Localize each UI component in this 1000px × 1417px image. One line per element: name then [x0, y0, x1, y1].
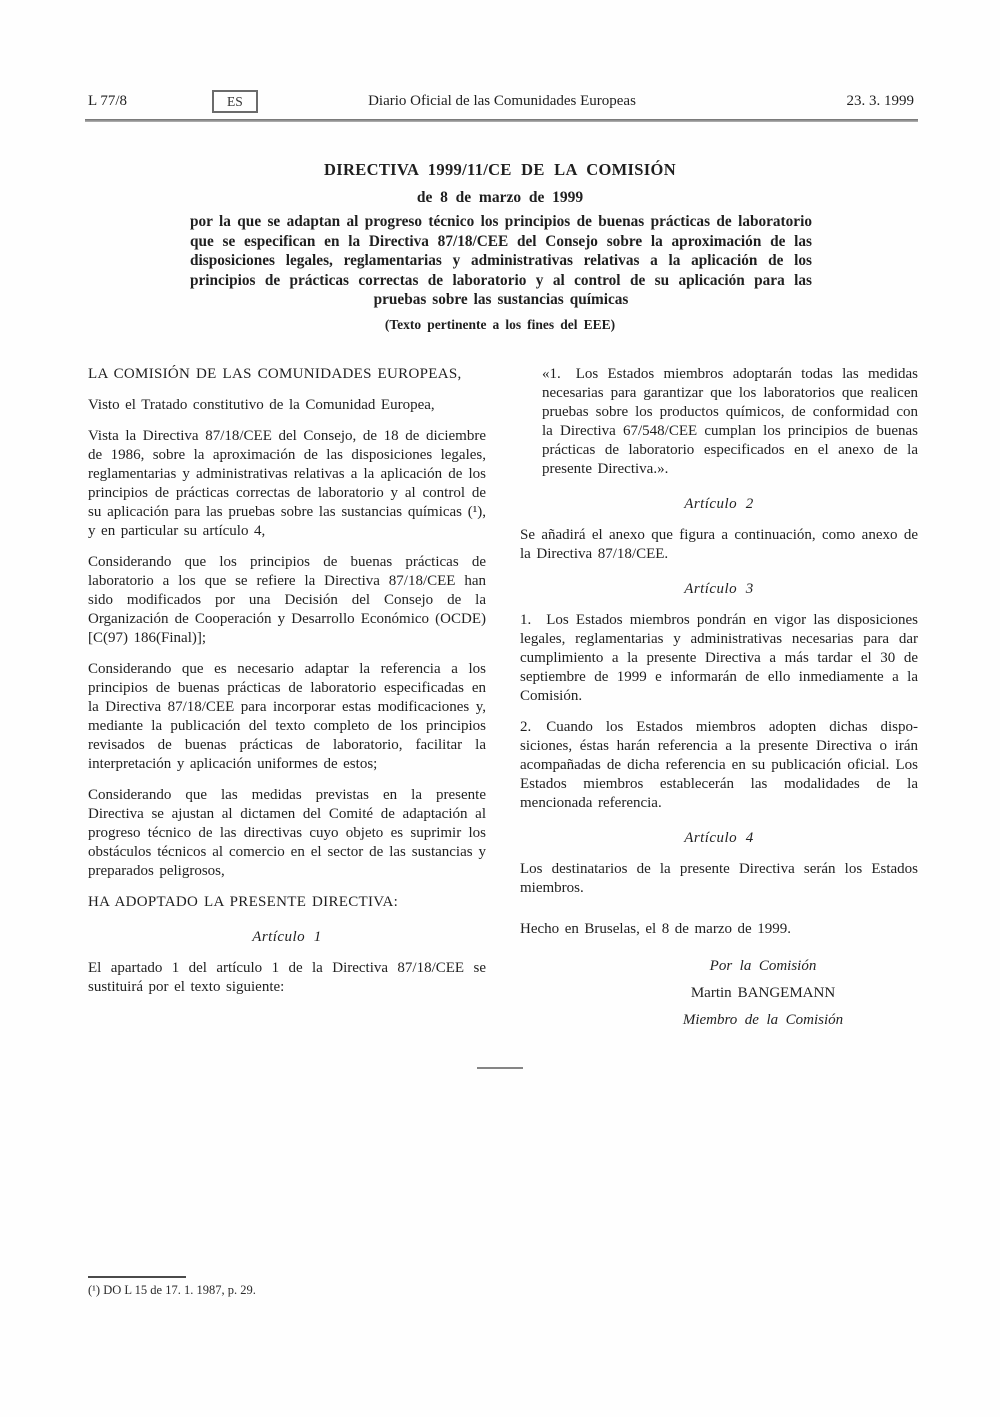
eea-relevance-note: (Texto pertinente a los fines del EEE): [384, 317, 616, 332]
place-date-line: Hecho en Bruselas, el 8 de marzo de 1999.: [520, 921, 791, 937]
signature-block: [613, 957, 913, 1030]
article-2-heading: Artículo 2: [684, 496, 754, 512]
recital-2: Considerando que es necesario adaptar la referencia a los principios de buenas prácticas de laboratorio especificadas en la Directiva 87/18/CEE para incorporar estas modificaciones y, mediante la publicación del texto completo de los principios revisados de buenas prácticas de laboratorio, facilitar la interpretación y aplicación uniformes de estos;: [88, 661, 486, 772]
directive-date: de 8 de marzo de 1999: [416, 189, 584, 206]
signature-role: Miembro de la Comisión: [682, 1012, 844, 1028]
directive-subtitle: por la que se adaptan al progreso técnico los principios de buenas prácticas de laboratorio que se especifican en la Directiva 87/18/CEE del Consejo sobre la aproximación de las disposiciones legales, reglamentarias y administrativas relativas a la aplicación de los principios de prácticas correctas de laboratorio y al control de su aplicación para las pruebas sobre las sustancias químicas: [190, 213, 812, 308]
article-2-text: Se añadirá el anexo que figura a continuación, como anexo de la Directiva 87/18/CEE.: [520, 527, 918, 562]
recital-3: Considerando que las medidas previstas en la presente Directiva se ajustan al dictamen del Comité de adaptación al progreso técnico de las directivas cuyo objeto es suprimir los obstáculos técnicos al comercio en el sector de las sustancias y preparados peligrosos,: [88, 787, 486, 879]
directive-title: DIRECTIVA 1999/11/CE DE LA COMISIÓN: [324, 160, 676, 179]
article-1-text: El apartado 1 del artículo 1 de la Directiva 87/18/CEE se sustituirá por el texto siguiente:: [88, 960, 486, 995]
journal-title: Diario Oficial de las Comunidades Europeas: [368, 93, 636, 109]
language-badge: ES: [212, 90, 258, 113]
page-reference: L 77/8: [88, 93, 128, 109]
article-3-paragraph-1: 1. Los Estados miembros pondrán en vigor las disposiciones legales, reglamentarias y administrativas necesarias para dar cumplimiento a la presente Directiva a más tardar el 30 de septiembre de 1999 e informarán de ello inmediamente a la Comisión.: [520, 612, 918, 704]
signature-on-behalf: Por la Comisión: [709, 958, 817, 974]
footnote-rule: [88, 1276, 186, 1278]
header-date: 23. 3. 1999: [846, 93, 914, 109]
citation-treaty: Visto el Tratado constitutivo de la Comunidad Europea,: [88, 397, 435, 413]
recital-1: Considerando que los principios de buenas prácticas de laboratorio a los que se refiere la Directiva 87/18/CEE han sido modificados por una Decisión del Consejo de la Organización de Cooperación y Desarrollo Económico (OCDE) [C(97) 186(Final)];: [88, 554, 486, 646]
document-body: [88, 365, 918, 1038]
article-3-paragraph-2: 2. Cuando los Estados miembros adopten dichas disposiciones, éstas harán referencia a la presente Directiva o irán acompañadas de dicha referencia en su publicación oficial. Los Estados miembros establecerán las modalidades de la mencionada referencia.: [520, 719, 918, 811]
page-header: [88, 90, 916, 116]
article-4-text: Los destinatarios de la presente Directiva serán los Estados miembros.: [520, 861, 918, 896]
left-column: [88, 365, 486, 1038]
article-1-heading: Artículo 1: [252, 929, 322, 945]
quoted-provision: «1. Los Estados miembros adoptarán todas las medidas necesarias para garantizar que los laboratorios que realicen pruebas sobre los productos químicos, de conformidad con la Directiva 67/548/CEE cumplan los principios de buenas prácticas de laboratorio especificados en el anexo de la presente Directiva.».: [542, 366, 918, 477]
preamble-opening: LA COMISIÓN DE LAS COMUNIDADES EUROPEAS,: [88, 366, 462, 382]
article-3-heading: Artículo 3: [684, 581, 754, 597]
article-4-heading: Artículo 4: [684, 830, 754, 846]
footnote-text: (¹) DO L 15 de 17. 1. 1987, p. 29.: [88, 1283, 256, 1297]
title-block: [0, 160, 1000, 207]
right-column: [520, 365, 918, 1038]
enacting-formula: HA ADOPTADO LA PRESENTE DIRECTIVA:: [88, 894, 399, 910]
footnote: [88, 1276, 508, 1298]
header-rule: [85, 119, 918, 122]
signature-name: Martin BANGEMANN: [690, 985, 836, 1001]
citation-directive: Vista la Directiva 87/18/CEE del Consejo, de 18 de diciembre de 1986, sobre la aproximación de las disposiciones legales, reglamentarias y administrativas relativas a la aplicación de los principios de prácticas correctas de laboratorio y al control de su aplicación para las pruebas sobre las sustancias químicas (¹), y en particular su artículo 4,: [88, 428, 486, 539]
section-divider: [477, 1067, 523, 1069]
